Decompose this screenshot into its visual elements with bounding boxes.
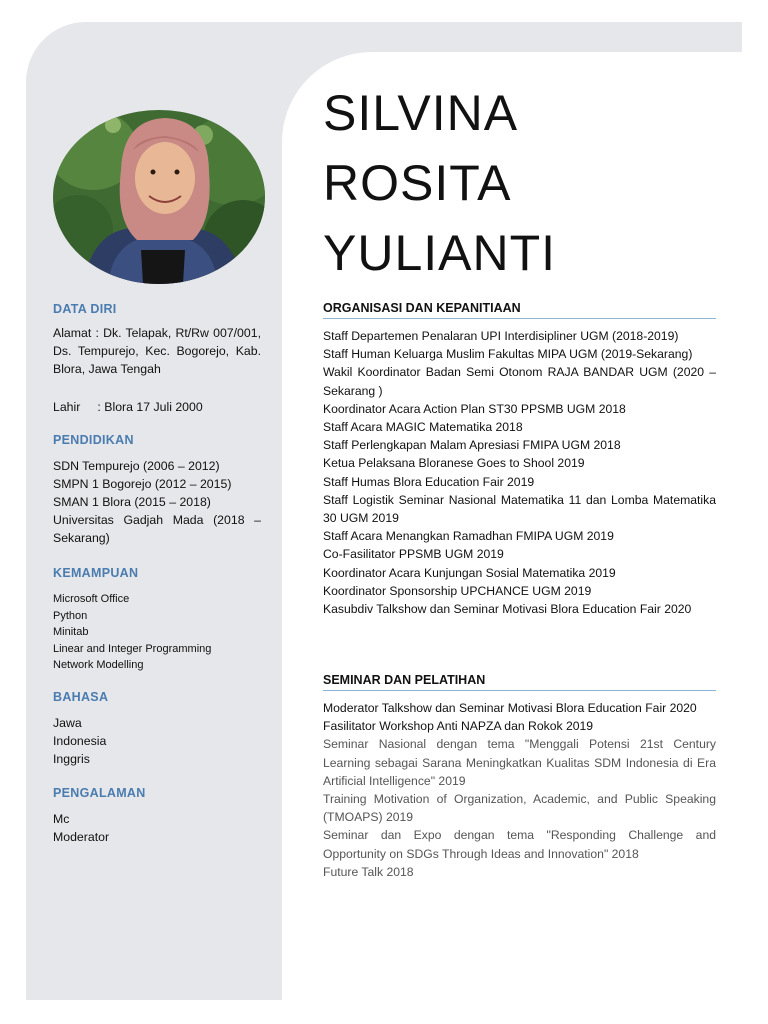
profile-photo — [53, 110, 265, 284]
list-item: Microsoft Office — [53, 593, 130, 605]
list-item: Mc — [53, 812, 70, 826]
organisasi-list — [323, 327, 716, 618]
list-item: SDN Tempurejo (2006 – 2012) — [53, 459, 220, 473]
list-item: Koordinator Acara Action Plan ST30 PPSMB UGM 2018 — [323, 401, 626, 416]
pengalaman-list — [53, 810, 261, 846]
pendidikan-heading: PENDIDIKAN — [53, 433, 134, 447]
list-item: Future Talk 2018 — [323, 864, 414, 879]
list-item: Python — [53, 609, 88, 622]
list-item: Seminar Nasional dengan tema "Menggali Potensi 21st Century Learning sebagai Sarana Meningkatkan Kualitas SDM Indonesia di Era Artificial Intelligence" 2019 — [323, 737, 716, 788]
list-item: Staff Perlengkapan Malam Apresiasi FMIPA UGM 2018 — [323, 438, 621, 453]
list-item: Koordinator Acara Kunjungan Sosial Matematika 2019 — [323, 565, 616, 580]
list-item: Co-Fasilitator PPSMB UGM 2019 — [323, 547, 504, 562]
list-item: Ketua Pelaksana Bloranese Goes to Shool 2019 — [323, 456, 585, 471]
pengalaman-heading: PENGALAMAN — [53, 786, 146, 800]
list-item: Indonesia — [53, 734, 107, 748]
seminar-list — [323, 699, 716, 881]
list-item: Network Modelling — [53, 659, 144, 672]
list-item: Staff Human Keluarga Muslim Fakultas MIPA UGM (2019-Sekarang) — [323, 347, 693, 362]
bahasa-list — [53, 714, 261, 768]
list-item: Wakil Koordinator Badan Semi Otonom RAJA BANDAR UGM (2020 – Sekarang ) — [323, 365, 716, 398]
list-item: Kasubdiv Talkshow dan Seminar Motivasi Blora Education Fair 2020 — [323, 602, 692, 617]
alamat-text: Alamat : Dk. Telapak, Rt/Rw 007/001, Ds. Tempurejo, Kec. Bogorejo, Kab. Blora, Jawa Tengah — [53, 326, 261, 376]
list-item: Seminar dan Expo dengan tema "Responding Challenge and Opportunity on SDGs Through Ideas and Innovation" 2018 — [323, 828, 716, 861]
pendidikan-list — [53, 457, 261, 547]
list-item: SMPN 1 Bogorejo (2012 – 2015) — [53, 477, 232, 491]
list-item: Staff Humas Blora Education Fair 2019 — [323, 474, 535, 489]
lahir-text: Lahir : Blora 17 Juli 2000 — [53, 400, 203, 414]
list-item: Staff Acara Menangkan Ramadhan FMIPA UGM 2019 — [323, 529, 614, 544]
list-item: Staff Departemen Penalaran UPI Interdisipliner UGM (2018-2019) — [323, 329, 679, 343]
data-diri-heading: DATA DIRI — [53, 302, 117, 316]
list-item: Linear and Integer Programming — [53, 642, 212, 655]
list-item: Koordinator Sponsorship UPCHANCE UGM 2019 — [323, 583, 592, 598]
list-item: Jawa — [53, 716, 82, 730]
list-item: Fasilitator Workshop Anti NAPZA dan Rokok 2019 — [323, 719, 594, 734]
list-item: Training Motivation of Organization, Academic, and Public Speaking (TMOAPS) 2019 — [323, 792, 716, 825]
name-line: YULIANTI — [323, 225, 557, 281]
kemampuan-heading: KEMAMPUAN — [53, 566, 139, 580]
list-item: Staff Logistik Seminar Nasional Matematika 11 dan Lomba Matematika 30 UGM 2019 — [323, 492, 716, 526]
bahasa-heading: BAHASA — [53, 690, 109, 704]
organisasi-heading: ORGANISASI DAN KEPANITIAAN — [323, 301, 716, 319]
list-item: Moderator — [53, 830, 110, 844]
full-name — [323, 78, 556, 288]
list-item: Staff Acara MAGIC Matematika 2018 — [323, 420, 523, 435]
list-item: SMAN 1 Blora (2015 – 2018) — [53, 495, 211, 509]
list-item: Inggris — [53, 752, 90, 766]
list-item: Moderator Talkshow dan Seminar Motivasi Blora Education Fair 2020 — [323, 701, 697, 715]
list-item: Universitas Gadjah Mada (2018 – Sekarang) — [53, 513, 261, 545]
name-line: SILVINA — [323, 85, 519, 141]
list-item: Minitab — [53, 626, 89, 639]
name-line: ROSITA — [323, 155, 512, 211]
seminar-heading: SEMINAR DAN PELATIHAN — [323, 673, 716, 691]
kemampuan-list — [53, 591, 261, 674]
